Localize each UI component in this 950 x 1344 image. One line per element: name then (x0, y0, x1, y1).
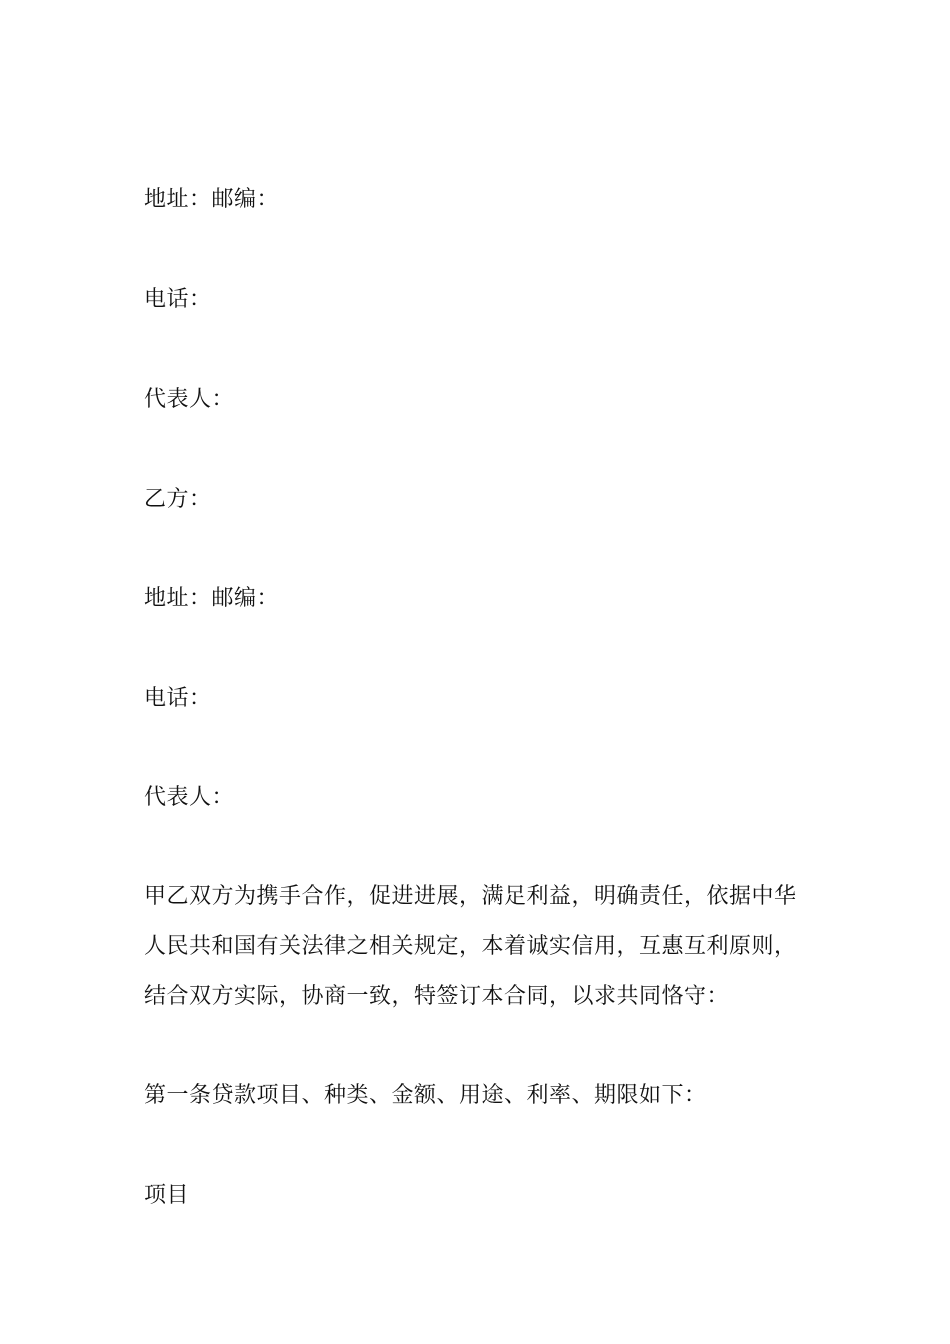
preamble-line-1: 甲乙双方为携手合作，促进进展，满足利益，明确责任，依据中华 (144, 884, 797, 909)
party-a-phone: 电话： (144, 287, 212, 312)
table-first-column-header: 项目 (144, 1183, 190, 1208)
party-b-phone: 电话： (144, 686, 212, 711)
preamble-paragraph (144, 872, 824, 1022)
preamble-line-3: 结合双方实际，协商一致，特签订本合同，以求共同恪守： (144, 984, 730, 1009)
party-b-label: 乙方： (144, 487, 212, 512)
party-b-representative: 代表人： (144, 785, 235, 810)
party-b-address-postcode: 地址：邮编： (144, 586, 280, 611)
party-a-representative: 代表人： (144, 387, 235, 412)
preamble-line-2: 人民共和国有关法律之相关规定，本着诚实信用，互惠互利原则， (144, 934, 797, 959)
article-1-heading: 第一条贷款项目、种类、金额、用途、利率、期限如下： (144, 1083, 707, 1108)
party-a-address-postcode: 地址：邮编： (144, 187, 280, 212)
